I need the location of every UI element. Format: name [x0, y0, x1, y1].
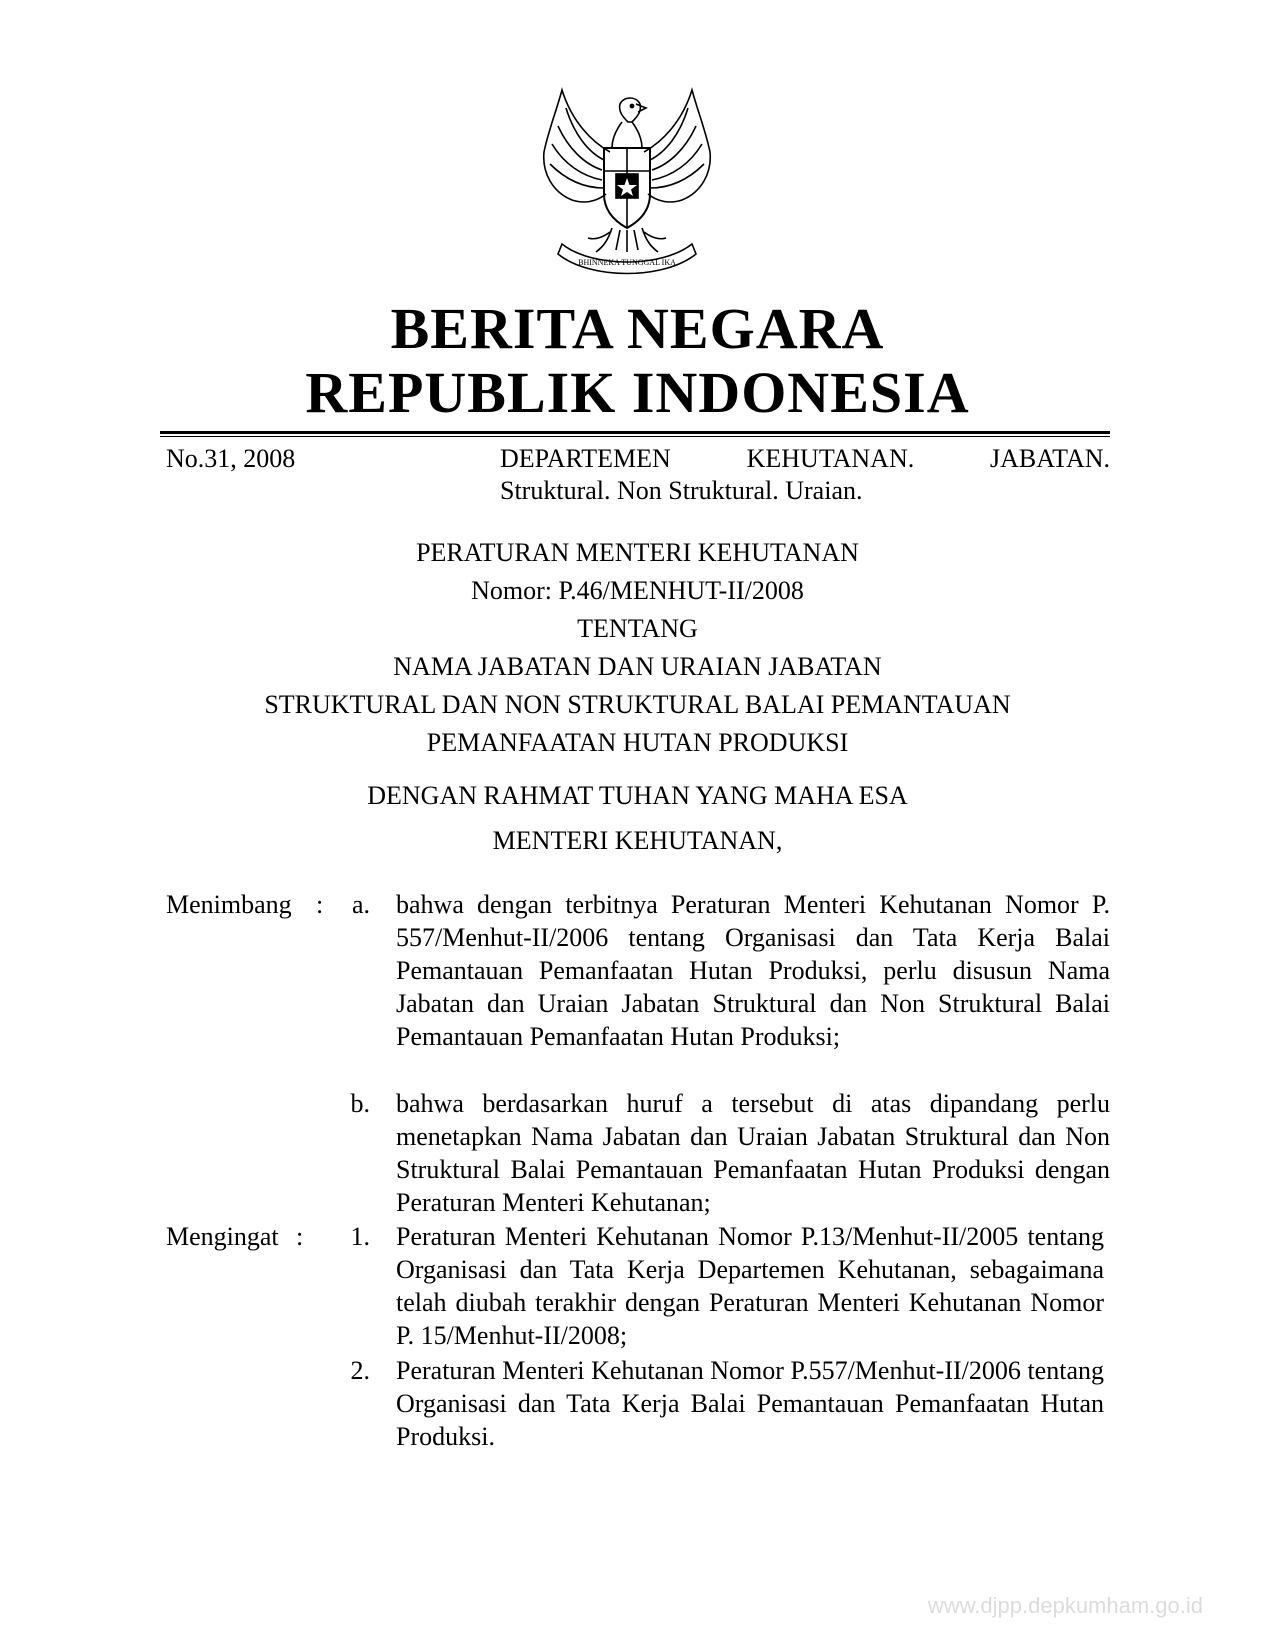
regulation-about: TENTANG [577, 614, 698, 643]
masthead-rule-thick [160, 431, 1110, 434]
menimbang-label: Menimbang [166, 890, 292, 919]
regulation-issuer: MENTERI KEHUTANAN, [492, 826, 783, 855]
motto-text: BHINNEKA TUNGGAL IKA [578, 258, 676, 267]
menimbang-colon: : [316, 890, 324, 919]
menimbang-item-a: bahwa dengan terbitnya Peraturan Menteri Kehutanan Nomor P. 557/Menhut-II/2006 tentang Organisasi dan Tata Kerja Balai Pemantauan Pemanfaatan Hutan Produksi, perlu disusun Nama Jabatan dan Uraian Jabatan Struktural dan Non Struktural Balai Pemantauan Pemanfaatan Hutan Produksi; [396, 890, 1110, 1051]
subject-line-1 [500, 443, 1110, 475]
mengingat-marker-1: 1. [350, 1222, 370, 1251]
subject-word: DEPARTEMEN [500, 444, 671, 473]
regulation-title-line-2: STRUKTURAL DAN NON STRUKTURAL BALAI PEMANTAUAN [264, 690, 1011, 719]
mengingat-label: Mengingat [166, 1222, 279, 1251]
mengingat-marker-2: 2. [350, 1356, 370, 1385]
masthead-line-2: REPUBLIK INDONESIA [305, 360, 970, 425]
masthead [0, 298, 1275, 424]
issue-number: No.31, 2008 [166, 444, 296, 473]
watermark-url: www.djpp.depkumham.go.id [927, 1593, 1203, 1618]
mengingat-item-2: Peraturan Menteri Kehutanan Nomor P.557/Menhut-II/2006 tentang Organisasi dan Tata Kerja Balai Pemantauan Pemanfaatan Hutan Produksi. [396, 1356, 1104, 1451]
menimbang-marker-a: a. [351, 890, 370, 919]
regulation-preamble: DENGAN RAHMAT TUHAN YANG MAHA ESA [367, 781, 908, 810]
masthead-rule-thin [160, 436, 1110, 437]
garuda-pancasila-emblem [532, 82, 722, 278]
subject-line-2: Struktural. Non Struktural. Uraian. [500, 476, 863, 505]
menimbang-item-b: bahwa berdasarkan huruf a tersebut di atas dipandang perlu menetapkan Nama Jabatan dan Uraian Jabatan Struktural dan Non Struktural Balai Pemantauan Pemanfaatan Hutan Produksi dengan Peraturan Menteri Kehutanan; [396, 1089, 1110, 1217]
subject-word: KEHUTANAN. [746, 444, 915, 473]
regulation-title-line-3: PEMANFAATAN HUTAN PRODUKSI [426, 728, 849, 757]
mengingat-item-1: Peraturan Menteri Kehutanan Nomor P.13/Menhut-II/2005 tentang Organisasi dan Tata Kerja Departemen Kehutanan, sebagaimana telah diubah terakhir dengan Peraturan Menteri Kehutanan Nomor P. 15/Menhut-II/2008; [396, 1222, 1104, 1350]
issue-subject [500, 443, 1110, 507]
regulation-title-line-1: NAMA JABATAN DAN URAIAN JABATAN [393, 652, 882, 681]
regulation-number: Nomor: P.46/MENHUT-II/2008 [471, 576, 804, 605]
masthead-line-1: BERITA NEGARA [390, 296, 885, 361]
regulation-type: PERATURAN MENTERI KEHUTANAN [416, 538, 859, 567]
mengingat-colon: : [296, 1222, 304, 1251]
subject-word: JABATAN. [990, 444, 1110, 473]
menimbang-marker-b: b. [350, 1089, 370, 1118]
